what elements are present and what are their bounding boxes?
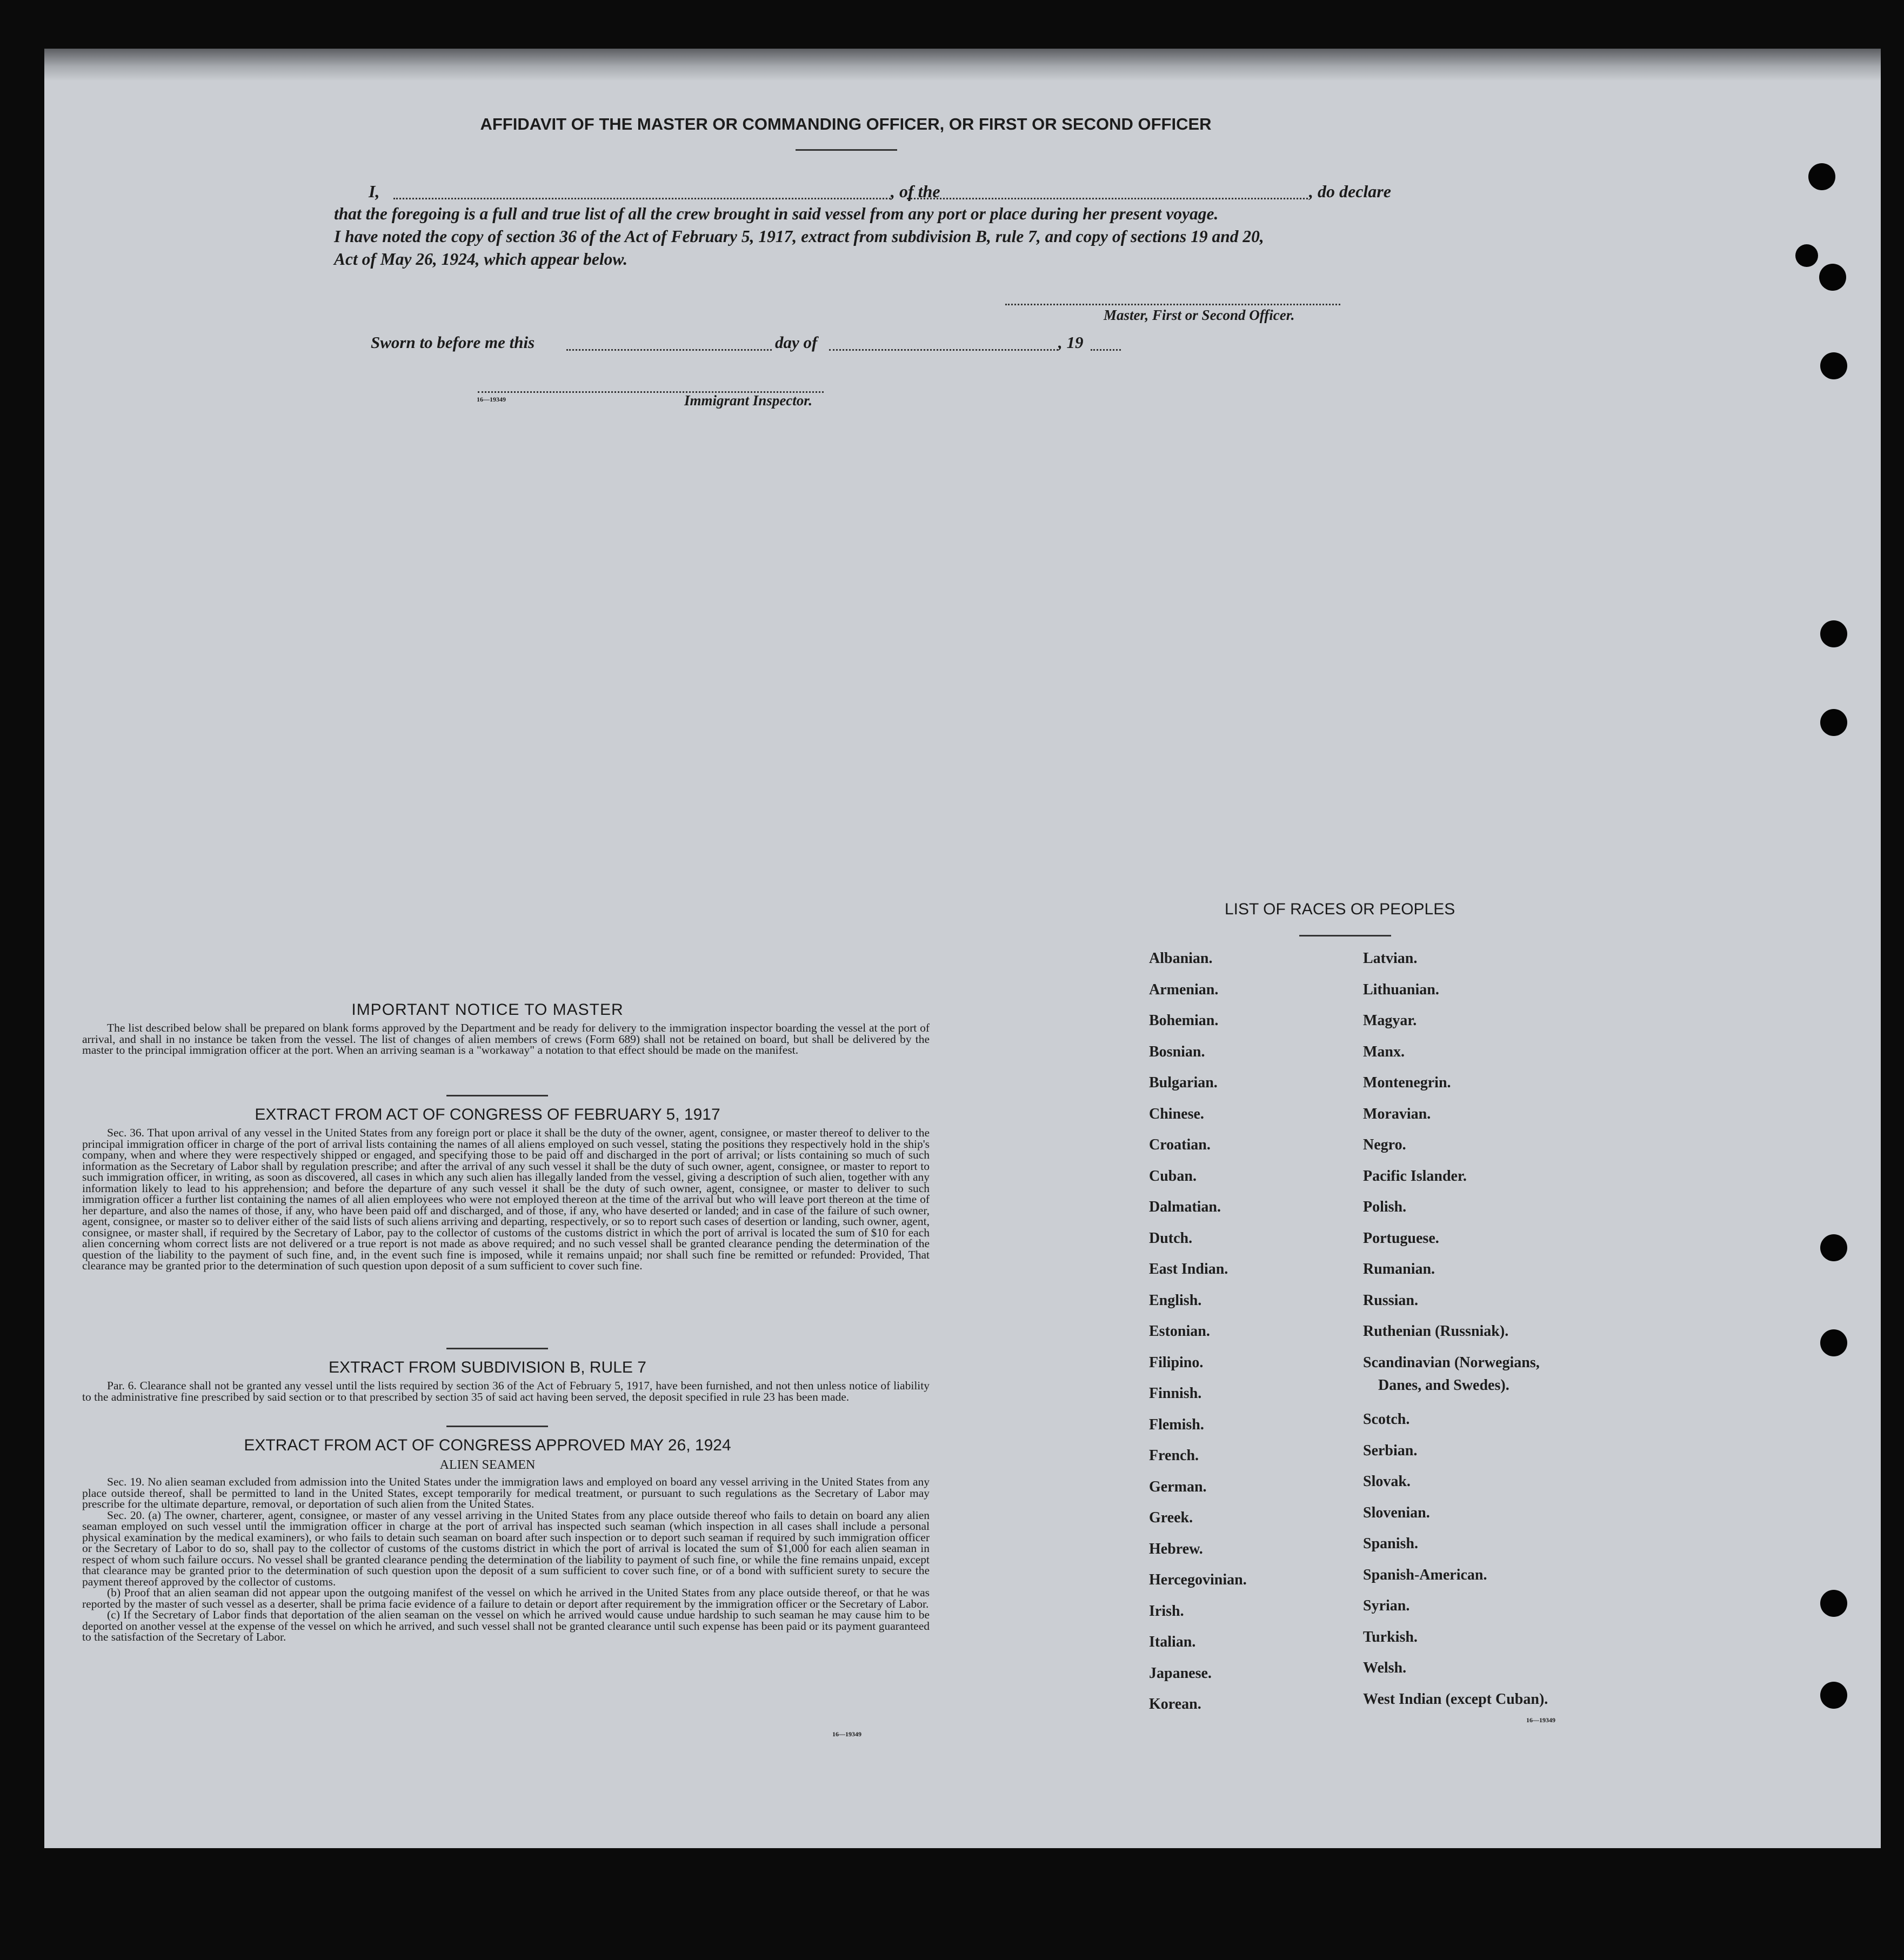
race-item: German. <box>1149 1478 1207 1495</box>
punch-hole-icon <box>1820 1234 1847 1261</box>
affidavit-line-2: that the foregoing is a full and true list of all the crew brought in said vessel from any port or place during her present voyage. <box>334 204 1219 223</box>
race-item: Turkish. <box>1363 1628 1418 1645</box>
race-item: Dutch. <box>1149 1229 1193 1247</box>
race-item: Montenegrin. <box>1363 1074 1451 1091</box>
race-item: Portuguese. <box>1363 1229 1439 1247</box>
punch-hole-icon <box>1820 1329 1847 1356</box>
master-signature-field[interactable] <box>1005 304 1340 305</box>
race-item: Latvian. <box>1363 950 1418 967</box>
race-item: Bohemian. <box>1149 1012 1219 1029</box>
section-rule <box>446 1426 548 1427</box>
title-rule <box>796 149 897 151</box>
race-item: West Indian (except Cuban). <box>1363 1690 1548 1708</box>
alien-seamen-subtitle: ALIEN SEAMEN <box>439 1458 536 1472</box>
race-item: Slovenian. <box>1363 1504 1430 1521</box>
race-item: Flemish. <box>1149 1416 1204 1433</box>
race-item: Spanish-American. <box>1363 1566 1487 1583</box>
race-item: Filipino. <box>1149 1354 1204 1371</box>
punch-hole-icon <box>1819 264 1846 291</box>
punch-hole-icon <box>1820 1590 1847 1617</box>
race-item: Greek. <box>1149 1509 1193 1526</box>
extract-1924-text <box>82 1476 930 1643</box>
races-form-number: 16—19349 <box>1526 1716 1555 1724</box>
race-item: Bosnian. <box>1149 1043 1205 1060</box>
punch-hole-icon <box>1808 163 1835 190</box>
affidavit-title: AFFIDAVIT OF THE MASTER OR COMMANDING OFFICER, OR FIRST OR SECOND OFFICER <box>480 115 1212 133</box>
sworn-month-field[interactable] <box>829 349 1058 351</box>
punch-hole-icon <box>1795 244 1818 267</box>
extract-1924-title: EXTRACT FROM ACT OF CONGRESS APPROVED MAY 26, 1924 <box>244 1436 731 1454</box>
race-item: Manx. <box>1363 1043 1405 1060</box>
day-of-label: day of <box>775 333 818 352</box>
race-item: Hebrew. <box>1149 1540 1203 1557</box>
extract-1917-text <box>82 1127 930 1272</box>
race-item: Welsh. <box>1363 1660 1407 1676</box>
race-item: Estonian. <box>1149 1323 1210 1340</box>
race-item: Lithuanian. <box>1363 981 1439 998</box>
affidavit-i-label: I, <box>369 182 380 201</box>
race-item: East Indian. <box>1149 1261 1228 1277</box>
race-item: Hercegovinian. <box>1149 1571 1247 1588</box>
affidavit-line-4: Act of May 26, 1924, which appear below. <box>334 250 628 269</box>
year-prefix-label: , 19 <box>1058 333 1084 352</box>
extract-1917-title: EXTRACT FROM ACT OF CONGRESS OF FEBRUARY 5, 1917 <box>255 1106 720 1123</box>
section-rule <box>446 1095 548 1096</box>
race-item: Spanish. <box>1363 1535 1418 1552</box>
notice-paragraph: The list described below shall be prepared on blank forms approved by the Department and be ready for delivery to the immigration inspector boarding the vessel at the port of arrival, and shall in no instance be taken from the vessel. The list of changes of alien members of crews (Form 689) shall not be retained on board, but shall be delivered by the master to the principal immigration officer at the port. When an arriving seaman is a "workaway" a notation to that effect should be made on the manifest. <box>82 1021 930 1056</box>
race-item: Pacific Islander. <box>1363 1167 1467 1185</box>
race-item: Finnish. <box>1149 1385 1202 1402</box>
race-item: Moravian. <box>1363 1105 1431 1122</box>
document-sheet <box>44 49 1881 1848</box>
affidavit-form-number: 16—19349 <box>477 396 506 403</box>
master-signature-label: Master, First or Second Officer. <box>1104 307 1295 323</box>
race-item: Bulgarian. <box>1149 1074 1218 1091</box>
notice-title: IMPORTANT NOTICE TO MASTER <box>351 1001 624 1019</box>
race-item: Chinese. <box>1149 1105 1204 1122</box>
sec-20c-paragraph: (c) If the Secretary of Labor finds that deportation of the alien seaman on the vessel on which he arrived would cause undue hardship to such seaman he may cause him to be deported on another vessel at the expense of the vessel on which he arrived, and such vessel shall not be granted clearance until such expense has been paid or its payment guaranteed to the satisfaction of the Secretary of Labor. <box>82 1608 930 1643</box>
race-item: Armenian. <box>1149 981 1219 998</box>
race-item: Albanian. <box>1149 950 1213 967</box>
scanned-top-edge <box>44 49 1881 81</box>
punch-hole-icon <box>1820 620 1847 647</box>
race-item: Japanese. <box>1149 1664 1212 1682</box>
sworn-label: Sworn to before me this <box>371 333 535 352</box>
sworn-year-field[interactable] <box>1091 349 1121 351</box>
sec-19-paragraph: Sec. 19. No alien seaman excluded from admission into the United States under the immigration laws and employed on board any vessel arriving in the United States from any place outside thereof, shall be permitted to land in the United States, except temporarily for medical treatment, or pursuant to such regulations as the Secretary of Labor may prescribe for the ultimate departure, removal, or deportation of such alien from the United States. <box>82 1475 930 1510</box>
race-item: Italian. <box>1149 1634 1196 1650</box>
race-item: Rumanian. <box>1363 1261 1435 1277</box>
race-item-continuation: Danes, and Swedes). <box>1378 1377 1509 1394</box>
extract-rule7-title: EXTRACT FROM SUBDIVISION B, RULE 7 <box>329 1359 646 1376</box>
declarant-name-field[interactable] <box>393 198 891 199</box>
race-item: Polish. <box>1363 1199 1407 1215</box>
race-item: Negro. <box>1363 1136 1406 1153</box>
sec-20b-paragraph: (b) Proof that an alien seaman did not appear upon the outgoing manifest of the vessel on which he arrived in the United States from any place outside thereof, or that he was reported by the master of such vessel as a deserter, shall be prima facie evidence of a failure to detain or deport after requirement by the immigration officer or the Secretary of Labor. <box>82 1586 930 1610</box>
vessel-name-field[interactable] <box>907 198 1308 199</box>
punch-hole-icon <box>1820 1682 1847 1709</box>
race-item: Slovak. <box>1363 1473 1411 1490</box>
race-item: Magyar. <box>1363 1012 1417 1029</box>
races-title-rule <box>1299 935 1391 936</box>
section-36-paragraph: Sec. 36. That upon arrival of any vessel in the United States from any foreign port or place it shall be the duty of the owner, agent, consignee, or master thereof to deliver to the principal immigration officer in charge of the port of arrival lists containing the names of all aliens employed on such vessel, stating the positions they respectively hold in the ship's company, when and where they were respectively shipped or engaged, and specifying those to be paid off and discharged in the port of arrival; or lists containing so much of such information as the Secretary of Labor shall by regulation prescribe; and after the arrival of any such vessel it shall be the duty of such owner, agent, consignee, or master to report to such immigration officer, in writing, as soon as discovered, all cases in which any such alien has illegally landed from the vessel, giving a description of such alien, together with any information likely to lead to his apprehension; and before the departure of any such vessel it shall be the duty of such owner, agent, consignee, or master to deliver to such immigration officer a further list containing the names of all alien employees who were not employed thereon at the time of the arrival but who will leave port thereon at the time of her departure, and also the names of those, if any, who have been paid off and discharged, and of those, if any, who have deserted or landed; and in case of the failure of such owner, agent, consignee, or master so to deliver either of the said lists of such aliens arriving and departing, respectively, or so to report such cases of desertion or landing, such owner, agent, consignee, or master shall, if required by the Secretary of Labor, pay to the collector of customs of the customs district in which the port of arrival is located the sum of $10 for each alien concerning whom correct lists are not delivered or a true report is not made as above required; and no such vessel shall be granted clearance pending the determination of the question of the liability to the payment of such fine, and, in the event such fine is imposed, while it remains unpaid; nor shall such fine be remitted or refunded: Provided, That clearance may be granted prior to the determination of such question upon deposit of a sum sufficient to cover such fine. <box>82 1126 930 1272</box>
of-the-label: , of the <box>891 182 940 201</box>
notice-text <box>82 1022 930 1056</box>
par-6-paragraph: Par. 6. Clearance shall not be granted any vessel until the lists required by section 36 of the Act of February 5, 1917, have been furnished, and not then unless notice of liability to the administrative fine prescribed by said section or to that prescribed by section 35 of said act having been served, the deposit specified in rule 23 has been made. <box>82 1379 930 1403</box>
extract-rule7-text <box>82 1380 930 1402</box>
race-item: English. <box>1149 1292 1202 1309</box>
do-declare-label: , do declare <box>1309 182 1391 201</box>
race-item: Syrian. <box>1363 1597 1410 1614</box>
sworn-day-field[interactable] <box>566 349 772 351</box>
inspector-label: Immigrant Inspector. <box>684 392 813 409</box>
race-item: French. <box>1149 1447 1199 1464</box>
race-item: Serbian. <box>1363 1442 1418 1459</box>
race-item: Dalmatian. <box>1149 1199 1221 1215</box>
extract-form-number: 16—19349 <box>832 1730 861 1738</box>
punch-hole-icon <box>1820 352 1847 379</box>
race-item: Russian. <box>1363 1292 1418 1309</box>
race-item: Irish. <box>1149 1602 1184 1620</box>
punch-hole-icon <box>1820 709 1847 736</box>
race-item: Croatian. <box>1149 1136 1211 1153</box>
section-rule <box>446 1348 548 1349</box>
race-item: Scotch. <box>1363 1411 1410 1428</box>
race-item: Cuban. <box>1149 1167 1197 1185</box>
race-item: Korean. <box>1149 1696 1201 1713</box>
race-item: Ruthenian (Russniak). <box>1363 1323 1509 1340</box>
affidavit-line-3: I have noted the copy of section 36 of the Act of February 5, 1917, extract from subdivision B, rule 7, and copy of sections 19 and 20, <box>334 227 1264 246</box>
races-title: LIST OF RACES OR PEOPLES <box>1225 900 1455 918</box>
race-item: Scandinavian (Norwegians, <box>1363 1354 1540 1371</box>
sec-20a-paragraph: Sec. 20. (a) The owner, charterer, agent, consignee, or master of any vessel arriving in the United States from any place outside thereof who fails to detain on board any alien seaman employed on such vessel until the immigration officer in charge at the port of arrival has inspected such seaman (which inspection in all cases shall include a personal physical examination by the medical examiners), or who fails to detain such seaman on board after such inspection or to deport such seaman if required by such immigration officer or the Secretary of Labor to do so, shall pay to the collector of customs of the customs district in which the port of arrival is located the sum of $1,000 for each alien seaman in respect of whom such failure occurs. No vessel shall be granted clearance pending the determination of the liability to payment of such fine, or while the fine remains unpaid, except that clearance may be granted prior to the determination of such question upon the deposit of a sum sufficient to cover such fine, or of a bond with sufficient surety to secure the payment thereof approved by the collector of customs. <box>82 1508 930 1588</box>
